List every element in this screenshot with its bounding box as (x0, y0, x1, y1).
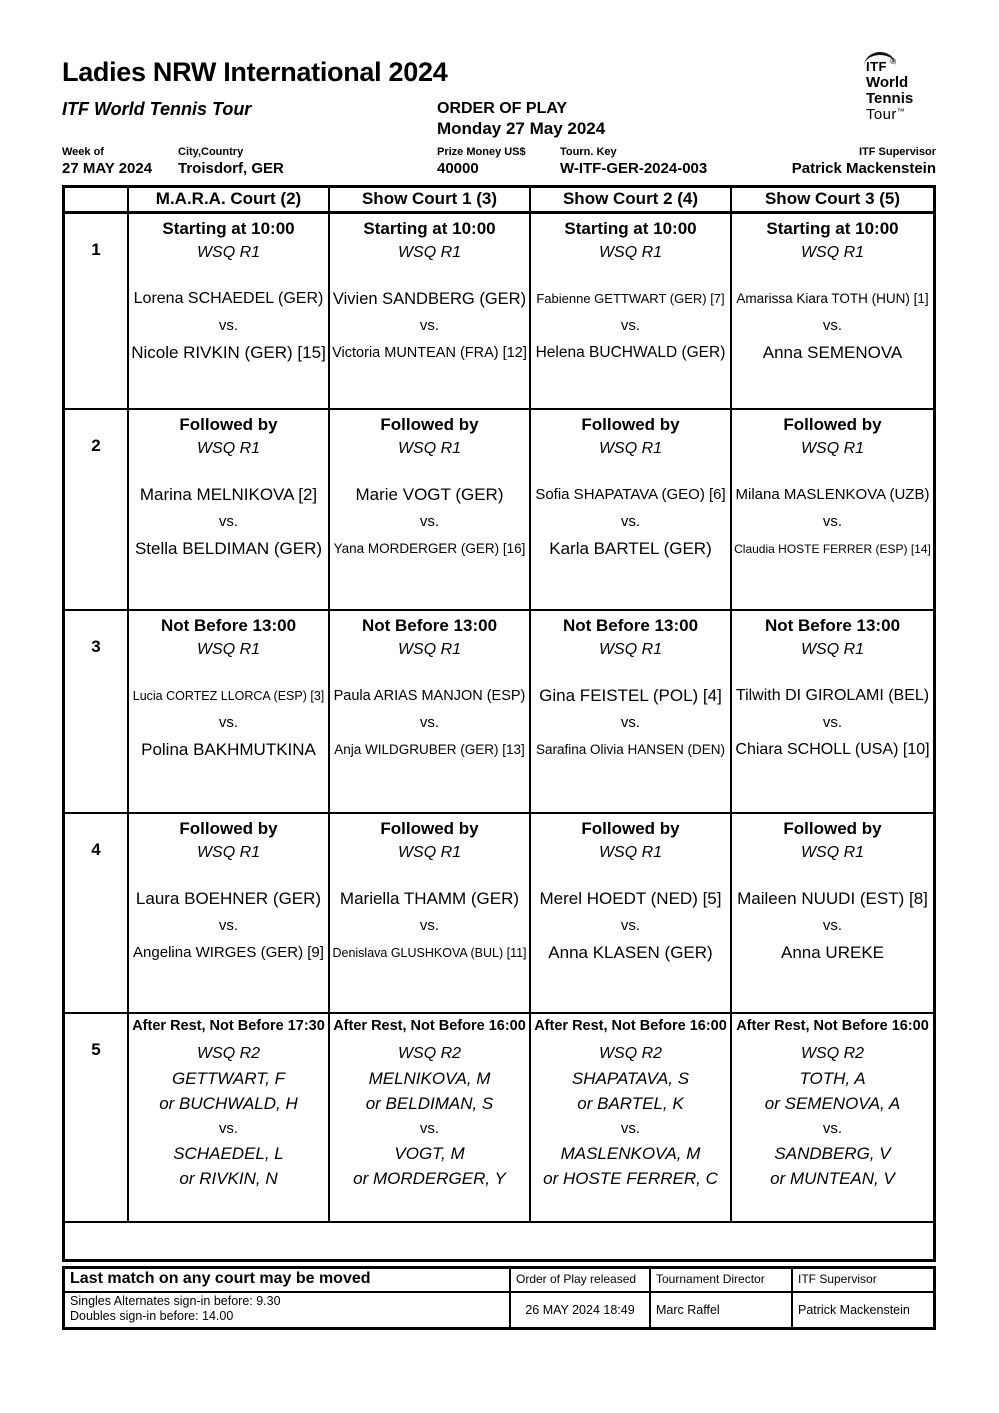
player-name: Nicole RIVKIN (GER) [15] (131, 343, 326, 362)
player-name: Karla BARTEL (GER) (549, 539, 712, 558)
match-slot-2-court-4 (732, 410, 933, 611)
field-tourn-key (560, 145, 707, 178)
vs-label: vs. (419, 513, 440, 530)
match-slot-3-court-1 (129, 611, 330, 814)
court-header-1: M.A.R.A. Court (2) (129, 188, 330, 214)
court-header-3: Show Court 2 (4) (531, 188, 732, 214)
match-round: WSQ R1 (800, 641, 865, 658)
match-time: Followed by (380, 819, 479, 838)
player-name: Mariella THAMM (GER) (339, 889, 520, 908)
logo-word-world: World (866, 74, 909, 91)
match-round: WSQ R2 (397, 1045, 462, 1062)
row-number: 2 (65, 410, 129, 611)
match-slot-2-court-3 (531, 410, 732, 611)
field-itf-supervisor (792, 145, 936, 178)
player-name: Maileen NUUDI (EST) [8] (737, 889, 928, 908)
tour-subtitle: ITF World Tennis Tour (62, 99, 252, 119)
player-name: Laura BOEHNER (GER) (135, 889, 322, 908)
row-number: 5 (65, 1014, 129, 1223)
player-name-alt: or RIVKIN, N (179, 1169, 278, 1188)
player-name: Marina MELNIKOVA [2] (139, 485, 318, 504)
player-name: Chiara SCHOLL (USA) [10] (735, 741, 930, 758)
court-header-2: Show Court 1 (3) (330, 188, 531, 214)
signin-times (65, 1293, 511, 1327)
player-name: MELNIKOVA, M (368, 1069, 491, 1088)
vs-label: vs. (218, 317, 239, 334)
player-name: TOTH, A (799, 1069, 866, 1088)
match-round: WSQ R1 (397, 440, 462, 457)
singles-signin: Singles Alternates sign-in before: 9.30 (70, 1294, 281, 1308)
match-round: WSQ R1 (196, 244, 261, 261)
order-of-play-block (437, 99, 605, 139)
itf-logo-text: ITF (866, 59, 887, 74)
released-label: Order of Play released (511, 1269, 651, 1293)
schedule-table (62, 185, 936, 1262)
match-round: WSQ R1 (800, 844, 865, 861)
player-name: Angelina WIRGES (GER) [9] (133, 944, 324, 961)
player-name: Victoria MUNTEAN (FRA) [12] (332, 345, 527, 361)
field-label: Week of (62, 146, 104, 158)
player-name: Merel HOEDT (NED) [5] (539, 889, 722, 908)
match-time: Not Before 13:00 (361, 616, 498, 635)
vs-label: vs. (822, 513, 843, 530)
supervisor-value: Patrick Mackenstein (798, 1303, 910, 1317)
match-slot-3-court-4 (732, 611, 933, 814)
vs-label: vs. (620, 1120, 641, 1137)
doubles-signin: Doubles sign-in before: 14.00 (70, 1309, 234, 1323)
player-name: Marie VOGT (GER) (355, 485, 504, 504)
match-slot-5-court-2 (330, 1014, 531, 1223)
vs-label: vs. (419, 917, 440, 934)
player-name: Denislava GLUSHKOVA (BUL) [11] (332, 946, 527, 960)
match-time: Followed by (179, 819, 278, 838)
player-name: Tilwith DI GIROLAMI (BEL) (735, 687, 930, 704)
player-name-alt: or SEMENOVA, A (764, 1094, 901, 1113)
match-round: WSQ R1 (196, 641, 261, 658)
player-name: SCHAEDEL, L (173, 1144, 284, 1163)
match-round: WSQ R1 (598, 844, 663, 861)
player-name-alt: or MUNTEAN, V (770, 1169, 895, 1188)
row-number: 4 (65, 814, 129, 1014)
released-value: 26 MAY 2024 18:49 (511, 1293, 651, 1327)
player-name: Helena BUCHWALD (GER) (535, 344, 726, 361)
empty-schedule-row (65, 1223, 933, 1259)
player-name-alt: or BELDIMAN, S (365, 1094, 494, 1113)
match-time: After Rest, Not Before 16:00 (534, 1018, 727, 1034)
field-label: Tourn. Key (560, 146, 617, 158)
player-name: Anna SEMENOVA (762, 343, 903, 362)
vs-label: vs. (620, 513, 641, 530)
player-name: Vivien SANDBERG (GER) (332, 290, 527, 308)
player-name: Fabienne GETTWART (GER) [7] (536, 291, 725, 306)
player-name: VOGT, M (394, 1144, 465, 1163)
match-slot-4-court-1 (129, 814, 330, 1014)
match-time: Not Before 13:00 (562, 616, 699, 635)
supervisor-label: ITF Supervisor (793, 1269, 933, 1293)
vs-label: vs. (419, 1120, 440, 1137)
player-name-alt: or HOSTE FERRER, C (543, 1169, 718, 1188)
vs-label: vs. (218, 1120, 239, 1137)
match-slot-1-court-3 (531, 214, 732, 410)
match-time: Not Before 13:00 (764, 616, 901, 635)
vs-label: vs. (218, 917, 239, 934)
match-time: Followed by (380, 415, 479, 434)
field-week-of (62, 145, 152, 178)
match-round: WSQ R2 (598, 1045, 663, 1062)
schedule-corner-cell (65, 188, 129, 214)
vs-label: vs. (218, 513, 239, 530)
field-label: City,Country (178, 146, 244, 158)
court-header-4: Show Court 3 (5) (732, 188, 933, 214)
match-round: WSQ R2 (800, 1045, 865, 1062)
vs-label: vs. (620, 317, 641, 334)
match-round: WSQ R1 (598, 244, 663, 261)
match-slot-1-court-1 (129, 214, 330, 410)
match-time: Starting at 10:00 (564, 219, 697, 238)
match-round: WSQ R1 (196, 844, 261, 861)
match-round: WSQ R1 (397, 641, 462, 658)
match-slot-1-court-4 (732, 214, 933, 410)
player-name: Claudia HOSTE FERRER (ESP) [14] (734, 542, 931, 556)
field-value: W-ITF-GER-2024-003 (560, 160, 708, 177)
match-round: WSQ R1 (800, 244, 865, 261)
field-value: 27 MAY 2024 (62, 160, 153, 177)
field-city-country (178, 145, 284, 178)
player-name-alt: or BARTEL, K (577, 1094, 684, 1113)
player-name: Anja WILDGRUBER (GER) [13] (334, 742, 525, 757)
match-slot-4-court-3 (531, 814, 732, 1014)
player-name: Amarissa Kiara TOTH (HUN) [1] (736, 291, 929, 306)
match-time: Starting at 10:00 (162, 219, 295, 238)
match-time: Not Before 13:00 (160, 616, 297, 635)
player-name: Gina FEISTEL (POL) [4] (539, 686, 722, 705)
player-name: Lucia CORTEZ LLORCA (ESP) [3] (132, 689, 325, 703)
match-slot-2-court-2 (330, 410, 531, 611)
match-round: WSQ R1 (598, 641, 663, 658)
match-time: Starting at 10:00 (363, 219, 496, 238)
vs-label: vs. (419, 317, 440, 334)
match-slot-3-court-3 (531, 611, 732, 814)
match-round: WSQ R1 (196, 440, 261, 457)
logo-word-tour (866, 107, 913, 125)
match-slot-4-court-2 (330, 814, 531, 1014)
player-name: SHAPATAVA, S (571, 1069, 690, 1088)
field-value: 40000 (437, 160, 479, 177)
last-match-notice: Last match on any court may be moved (65, 1269, 511, 1293)
player-name: Sofia SHAPATAVA (GEO) [6] (535, 486, 726, 503)
player-name: MASLENKOVA, M (560, 1144, 701, 1163)
player-name: SANDBERG, V (774, 1144, 891, 1163)
field-label: Prize Money US$ (437, 146, 526, 158)
field-value: Troisdorf, GER (178, 160, 284, 177)
player-name: Sarafina Olivia HANSEN (DEN) (535, 742, 726, 757)
match-round: WSQ R1 (397, 244, 462, 261)
tournament-title: Ladies NRW International 2024 (62, 57, 448, 87)
registered-mark: ® (890, 57, 896, 66)
match-slot-3-court-2 (330, 611, 531, 814)
field-label: ITF Supervisor (858, 146, 936, 158)
match-round: WSQ R2 (196, 1045, 261, 1062)
row-number: 1 (65, 214, 129, 410)
player-name: Milana MASLENKOVA (UZB) (735, 486, 930, 503)
vs-label: vs. (620, 917, 641, 934)
player-name: Anna KLASEN (GER) (548, 943, 713, 962)
player-name-alt: or BUCHWALD, H (159, 1094, 298, 1113)
match-time: Starting at 10:00 (766, 219, 899, 238)
footer-table (62, 1266, 936, 1330)
match-time: After Rest, Not Before 17:30 (132, 1018, 325, 1034)
match-slot-5-court-4 (732, 1014, 933, 1223)
trademark-mark: ™ (896, 107, 906, 116)
player-name: Anna UREKE (781, 943, 884, 962)
player-name-alt: or MORDERGER, Y (353, 1169, 506, 1188)
vs-label: vs. (822, 917, 843, 934)
match-time: After Rest, Not Before 16:00 (333, 1018, 526, 1034)
field-value: Patrick Mackenstein (791, 160, 936, 177)
row-number: 3 (65, 611, 129, 814)
vs-label: vs. (822, 317, 843, 334)
vs-label: vs. (822, 1120, 843, 1137)
logo-word-tennis: Tennis (866, 90, 914, 107)
player-name: Stella BELDIMAN (GER) (134, 539, 323, 558)
match-slot-5-court-1 (129, 1014, 330, 1223)
order-of-play-heading: ORDER OF PLAY (437, 100, 568, 117)
play-date: Monday 27 May 2024 (437, 119, 606, 138)
match-time: Followed by (581, 819, 680, 838)
match-slot-2-court-1 (129, 410, 330, 611)
vs-label: vs. (822, 714, 843, 731)
match-slot-4-court-4 (732, 814, 933, 1014)
itf-world-tennis-tour-logo (866, 56, 913, 125)
player-name: Yana MORDERGER (GER) [16] (333, 541, 526, 556)
match-round: WSQ R1 (800, 440, 865, 457)
match-round: WSQ R1 (397, 844, 462, 861)
match-time: After Rest, Not Before 16:00 (736, 1018, 929, 1034)
match-slot-5-court-3 (531, 1014, 732, 1223)
player-name: Paula ARIAS MANJON (ESP) (333, 688, 526, 704)
itf-logo-mark (866, 56, 913, 74)
vs-label: vs. (218, 714, 239, 731)
field-prize-money (437, 145, 526, 178)
logo-tour-text: Tour (866, 106, 897, 123)
match-time: Followed by (581, 415, 680, 434)
match-time: Followed by (179, 415, 278, 434)
vs-label: vs. (620, 714, 641, 731)
match-slot-1-court-2 (330, 214, 531, 410)
director-value: Marc Raffel (651, 1293, 793, 1327)
player-name: Polina BAKHMUTKINA (141, 740, 316, 759)
director-label: Tournament Director (651, 1269, 793, 1293)
player-name: GETTWART, F (171, 1069, 286, 1088)
match-time: Followed by (783, 415, 882, 434)
match-round: WSQ R1 (598, 440, 663, 457)
match-time: Followed by (783, 819, 882, 838)
vs-label: vs. (419, 714, 440, 731)
player-name: Lorena SCHAEDEL (GER) (133, 290, 324, 307)
